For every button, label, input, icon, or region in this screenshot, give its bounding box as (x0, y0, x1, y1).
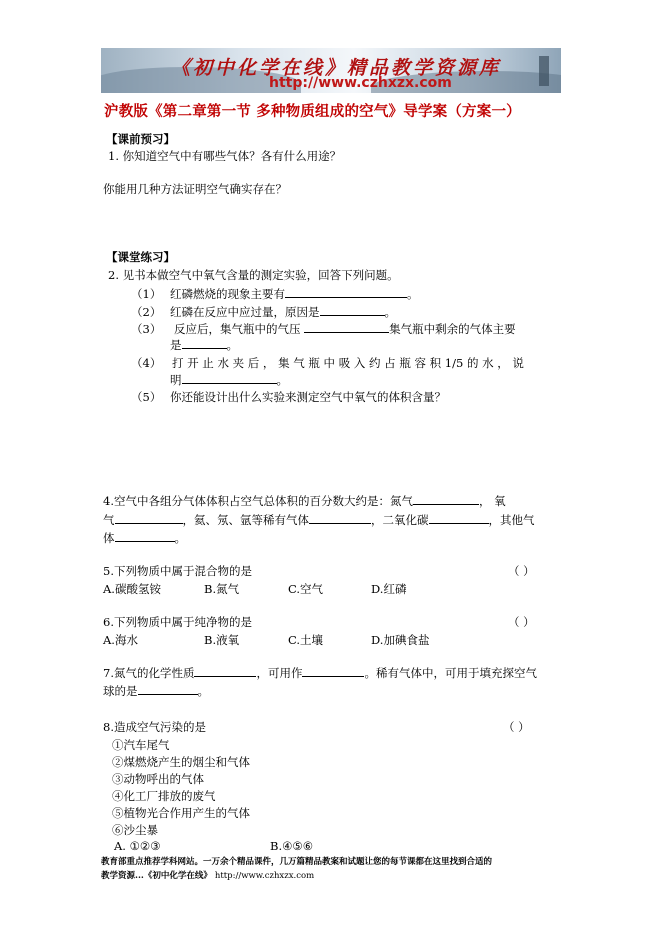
question-4-line2 (103, 512, 535, 528)
q5-option-b: B.氮气 (204, 582, 240, 596)
q4-text-3a: 体 (103, 531, 115, 545)
banner-title: 《初中化学在线》精品教学资源库 (171, 57, 502, 79)
period: 。 (384, 305, 396, 319)
period: 。 (407, 287, 419, 301)
question-5: 5.下列物质中属于混合物的是 (103, 564, 252, 578)
q5-option-d: D.红磷 (371, 582, 407, 596)
item-3-text-a: 反应后，集气瓶中的气压 (174, 322, 301, 336)
q8-option-6: ⑥沙尘暴 (112, 823, 158, 837)
q8-option-4: ④化工厂排放的废气 (112, 789, 216, 803)
item-4-number: （4） (131, 356, 162, 370)
q5-answer-paren[interactable]: （ ） (508, 564, 535, 578)
answer-blank[interactable] (320, 304, 385, 316)
q5-option-a: A.碳酸氢铵 (103, 582, 161, 596)
q7-text-2b: 。 (197, 684, 209, 698)
item-3-line1 (174, 321, 516, 337)
question-6: 6.下列物质中属于纯净物的是 (103, 615, 252, 629)
period: 。 (226, 338, 238, 352)
item-3-number: （3） (131, 322, 162, 336)
answer-blank[interactable] (138, 683, 198, 695)
section-heading-preview: 【课前预习】 (106, 132, 175, 146)
item-3-text-b: 集气瓶中剩余的气体主要 (389, 322, 516, 336)
q4-text-2b: ，氦、氖、氩等稀有气体 (182, 513, 309, 527)
answer-blank[interactable] (285, 286, 407, 298)
answer-blank[interactable] (182, 337, 227, 349)
header-banner (101, 48, 561, 93)
question-2: 2. 见书本做空气中氧气含量的测定实验，回答下列问题。 (108, 268, 399, 282)
q8-choice-b: B.④⑤⑥ (270, 839, 314, 853)
q4-text-1b: ， 氧 (478, 494, 506, 508)
q4-text-3b: 。 (174, 531, 186, 545)
answer-blank[interactable] (115, 530, 175, 542)
q7-text-1a: 7.氮气的化学性质 (103, 666, 195, 680)
q6-answer-paren[interactable]: （ ） (508, 615, 535, 629)
q8-answer-paren[interactable]: （ ） (503, 720, 530, 734)
q4-text-2d: ，其他气 (488, 513, 535, 527)
question-4-line1 (103, 493, 506, 509)
q6-option-b: B.液氧 (204, 633, 240, 647)
q8-option-3: ③动物呼出的气体 (112, 772, 204, 786)
footer-site-name: 教学资源...《初中化学在线》 (101, 871, 212, 881)
footer-line1: 教育部重点推荐学科网站。一万余个精品课件，几万篇精品教案和试题让您的每节课都在这里找到合适的 (101, 857, 493, 867)
item-4-text-b: 明 (170, 373, 182, 387)
item-1-text: 红磷燃烧的现象主要有 (170, 287, 285, 301)
answer-blank[interactable] (309, 512, 371, 524)
q8-option-5: ⑤植物光合作用产生的气体 (112, 806, 250, 820)
footer-url-link[interactable]: http://www.czhxzx.com (214, 871, 315, 881)
item-3-line2 (170, 337, 238, 353)
item-3-text-c: 是 (170, 338, 182, 352)
question-8: 8.造成空气污染的是 (103, 720, 206, 734)
q4-text-1a: 4.空气中各组分气体体积占空气总体积的百分数大约是：氮气 (103, 494, 413, 508)
answer-blank[interactable] (429, 512, 489, 524)
question-4-line3 (103, 530, 186, 546)
item-2 (170, 304, 396, 320)
period: 。 (276, 373, 288, 387)
q6-option-c: C.土壤 (288, 633, 324, 647)
banner-url-link[interactable]: http://www.czhxzx.com (269, 75, 452, 91)
footer-line2 (101, 869, 314, 881)
q7-text-2a: 球的是 (103, 684, 138, 698)
document-title: 沪教版《第二章第一节 多种物质组成的空气》导学案（方案一） (104, 103, 521, 120)
q6-option-d: D.加碘食盐 (371, 633, 430, 647)
q5-option-c: C.空气 (288, 582, 324, 596)
item-2-text: 红磷在反应中应过量，原因是 (170, 305, 320, 319)
q6-option-a: A.海水 (103, 633, 138, 647)
question-7-line1 (103, 665, 537, 681)
q4-text-2c: ，二氧化碳 (371, 513, 429, 527)
answer-blank[interactable] (194, 665, 256, 677)
q8-option-2: ②煤燃烧产生的烟尘和气体 (112, 755, 250, 769)
item-4-text-a: 打 开 止 水 夹 后 ， 集 气 瓶 中 吸 入 约 占 瓶 容 积 1/5 的 水 ， 说 (172, 356, 524, 370)
q8-choice-a: A. ①②③ (114, 839, 161, 853)
item-4-line2 (170, 372, 288, 388)
question-7-line2 (103, 683, 209, 699)
item-1 (170, 286, 419, 302)
answer-blank[interactable] (413, 493, 479, 505)
banner-pagoda-icon (539, 56, 549, 86)
answer-blank[interactable] (302, 665, 364, 677)
answer-blank[interactable] (182, 372, 277, 384)
q7-text-1b: ，可用作 (256, 666, 303, 680)
q8-option-1: ①汽车尾气 (112, 738, 170, 752)
item-1-number: （1） (131, 287, 162, 301)
section-heading-practice: 【课堂练习】 (106, 250, 175, 264)
item-5-number: （5） (131, 390, 162, 404)
item-2-number: （2） (131, 305, 162, 319)
question-1b: 你能用几种方法证明空气确实存在？ (103, 182, 287, 196)
answer-blank[interactable] (304, 321, 389, 333)
item-5-text: 你还能设计出什么实验来测定空气中氧气的体积含量？ (170, 390, 446, 404)
answer-blank[interactable] (115, 512, 183, 524)
question-1: 1. 你知道空气中有哪些气体？各有什么用途？ (108, 149, 342, 163)
q4-text-2a: 气 (103, 513, 115, 527)
q7-text-1c: 。稀有气体中，可用于填充探空气 (364, 666, 537, 680)
